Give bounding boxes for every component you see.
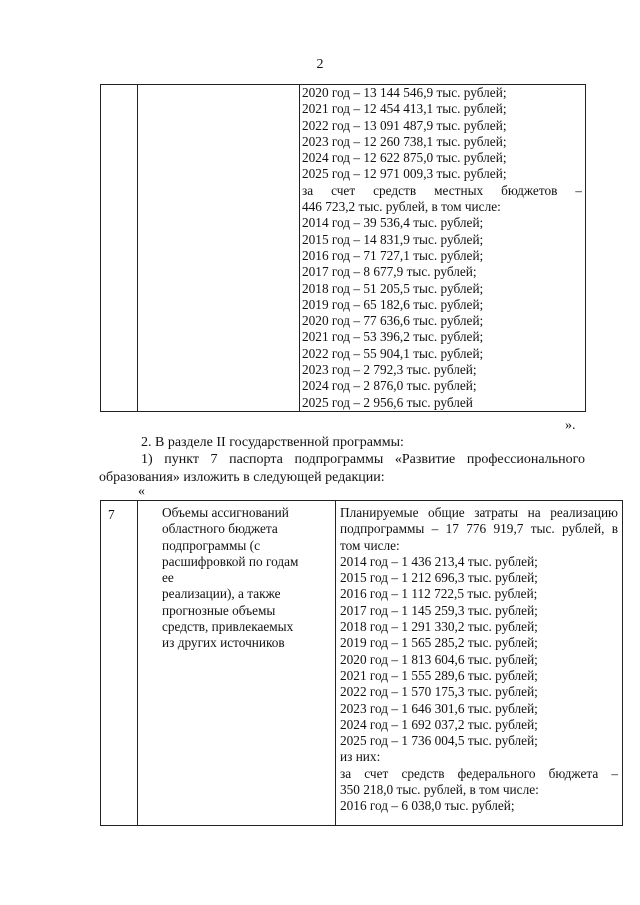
- value-line: за счет средств федерального бюджета –: [340, 765, 618, 781]
- label-cell: [138, 501, 336, 826]
- value-line: 2016 год – 6 038,0 тыс. рублей;: [340, 798, 515, 814]
- value-line: 2025 год – 1 736 004,5 тыс. рублей;: [340, 733, 538, 749]
- label-line: средств, привлекаемых: [162, 619, 294, 635]
- table-line: 2025 год – 12 971 009,3 тыс. рублей;: [302, 166, 507, 182]
- value-line: из них:: [340, 749, 381, 765]
- value-line: 2021 год – 1 555 289,6 тыс. рублей;: [340, 667, 538, 683]
- value-line: 2014 год – 1 436 213,4 тыс. рублей;: [340, 553, 538, 569]
- label-line: областного бюджета: [162, 521, 278, 537]
- table-line: 446 723,2 тыс. рублей, в том числе:: [302, 199, 501, 215]
- item-text-line: образования» изложить в следующей редакции:: [99, 470, 385, 485]
- value-line: 2020 год – 1 813 604,6 тыс. рублей;: [340, 651, 538, 667]
- value-line: 2024 год – 1 692 037,2 тыс. рублей;: [340, 716, 538, 732]
- table-line: 2023 год – 12 260 738,1 тыс. рублей;: [302, 133, 507, 149]
- page-number: 2: [316, 57, 324, 72]
- table-line: 2025 год – 2 956,6 тыс. рублей: [302, 394, 473, 410]
- row-number: 7: [108, 507, 115, 522]
- item-paragraph: [99, 451, 585, 487]
- section-heading: 2. В разделе II государственной программы:: [141, 435, 404, 450]
- value-line: 2023 год – 1 646 301,6 тыс. рублей;: [340, 700, 538, 716]
- value-line: 350 218,0 тыс. рублей, в том числе:: [340, 782, 539, 798]
- table-line: 2017 год – 8 677,9 тыс. рублей;: [302, 264, 477, 280]
- value-line: 2019 год – 1 565 285,2 тыс. рублей;: [340, 635, 538, 651]
- passport-table: [100, 500, 623, 826]
- table-line: 2015 год – 14 831,9 тыс. рублей;: [302, 231, 484, 247]
- value-line: 2017 год – 1 145 259,3 тыс. рублей;: [340, 602, 538, 618]
- table-line: 2021 год – 12 454 413,1 тыс. рублей;: [302, 101, 507, 117]
- table-line: 2018 год – 51 205,5 тыс. рублей;: [302, 280, 484, 296]
- value-line: 2022 год – 1 570 175,3 тыс. рублей;: [340, 684, 538, 700]
- label-line: расшифровкой по годам: [162, 553, 299, 569]
- value-cell: [336, 501, 623, 826]
- label-line: ее: [162, 570, 174, 586]
- label-line: прогнозные объемы: [162, 602, 276, 618]
- value-line: Планируемые общие затраты на реализацию: [340, 505, 618, 520]
- value-line: подпрограммы – 17 776 919,7 тыс. рублей, в: [340, 521, 618, 537]
- row-number-cell: [101, 501, 138, 826]
- item-text-line: 1) пункт 7 паспорта подпрограммы «Развитие профессионального: [141, 452, 585, 467]
- table-line: 2024 год – 12 622 875,0 тыс. рублей;: [302, 150, 507, 166]
- value-line: 2016 год – 1 112 722,5 тыс. рублей;: [340, 586, 538, 602]
- value-line: 2018 год – 1 291 330,2 тыс. рублей;: [340, 619, 538, 635]
- table-cell-label: [138, 85, 300, 412]
- label-line: из других источников: [162, 635, 285, 651]
- table-line: 2022 год – 55 904,1 тыс. рублей;: [302, 345, 484, 361]
- opening-quote: «: [138, 484, 145, 499]
- table-line: 2021 год – 53 396,2 тыс. рублей;: [302, 329, 484, 345]
- label-line: подпрограммы (с: [162, 537, 260, 553]
- table-line: 2022 год – 13 091 487,9 тыс. рублей;: [302, 117, 507, 133]
- table-line: 2016 год – 71 727,1 тыс. рублей;: [302, 247, 484, 263]
- label-line: реализации), а также: [162, 586, 281, 602]
- value-line: 2015 год – 1 212 696,3 тыс. рублей;: [340, 570, 538, 586]
- table-line: 2014 год – 39 536,4 тыс. рублей;: [302, 215, 484, 231]
- value-line: том числе:: [340, 537, 400, 553]
- table-line: 2019 год – 65 182,6 тыс. рублей;: [302, 296, 484, 312]
- table-line: 2020 год – 77 636,6 тыс. рублей;: [302, 313, 484, 329]
- table-line: 2023 год – 2 792,3 тыс. рублей;: [302, 362, 477, 378]
- label-line: Объемы ассигнований: [162, 505, 289, 520]
- table-cell-number: [101, 85, 138, 412]
- table-line: за счет средств местных бюджетов –: [302, 182, 582, 198]
- continued-table: [100, 84, 586, 412]
- table-line: 2024 год – 2 876,0 тыс. рублей;: [302, 378, 477, 394]
- table-line: 2020 год – 13 144 546,9 тыс. рублей;: [302, 85, 507, 100]
- closing-quote: ».: [565, 418, 576, 433]
- table-cell-values: [300, 85, 586, 412]
